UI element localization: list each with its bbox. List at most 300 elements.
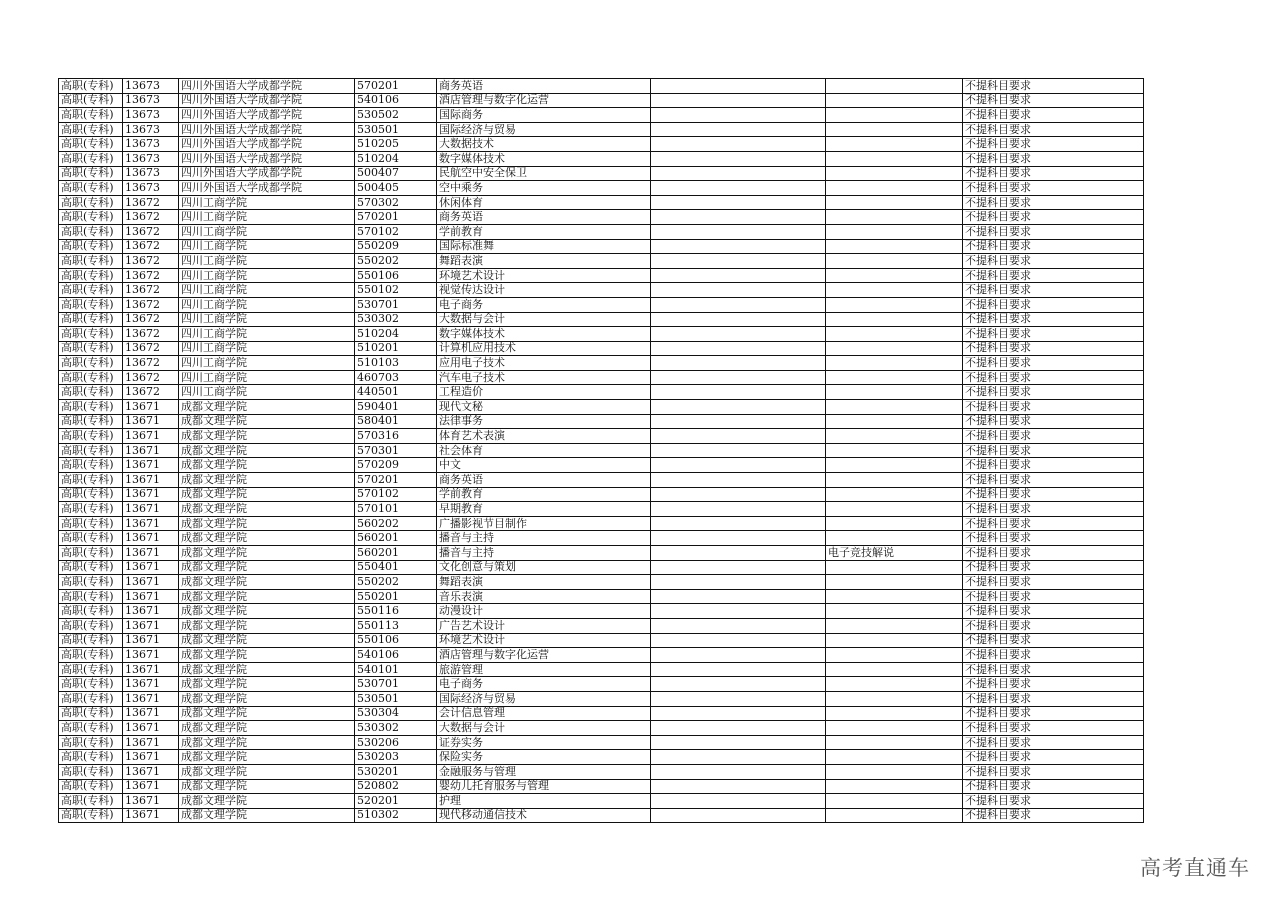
cell-major-code: 560201 (355, 546, 437, 561)
cell-school-name: 四川工商学院 (179, 254, 355, 269)
cell-subject-requirement: 不提科目要求 (963, 691, 1144, 706)
cell-major-code: 530501 (355, 691, 437, 706)
cell-major-name: 商务英语 (437, 473, 651, 488)
cell-school-name: 成都文理学院 (179, 721, 355, 736)
cell-subject-requirement: 不提科目要求 (963, 662, 1144, 677)
cell-major-name: 国际经济与贸易 (437, 691, 651, 706)
cell-remark (826, 341, 963, 356)
table-row (59, 108, 1144, 123)
cell-major-code: 570209 (355, 458, 437, 473)
cell-school-code: 13673 (123, 166, 179, 181)
cell-major-name: 民航空中安全保卫 (437, 166, 651, 181)
cell-school-code: 13671 (123, 443, 179, 458)
cell-level: 高职(专科) (59, 166, 123, 181)
cell-school-name: 成都文理学院 (179, 735, 355, 750)
cell-remark (826, 633, 963, 648)
cell-school-code: 13671 (123, 429, 179, 444)
cell-note (651, 327, 826, 342)
cell-major-name: 音乐表演 (437, 589, 651, 604)
cell-note (651, 691, 826, 706)
cell-level: 高职(专科) (59, 764, 123, 779)
cell-note (651, 443, 826, 458)
cell-major-code: 500405 (355, 181, 437, 196)
cell-major-name: 现代文秘 (437, 400, 651, 415)
cell-major-name: 动漫设计 (437, 604, 651, 619)
table-row (59, 502, 1144, 517)
table-row (59, 662, 1144, 677)
cell-level: 高职(专科) (59, 370, 123, 385)
cell-note (651, 618, 826, 633)
cell-note (651, 429, 826, 444)
cell-major-code: 540106 (355, 648, 437, 663)
cell-school-name: 成都文理学院 (179, 458, 355, 473)
cell-major-code: 530501 (355, 122, 437, 137)
cell-remark (826, 224, 963, 239)
cell-major-code: 550106 (355, 268, 437, 283)
cell-major-name: 大数据与会计 (437, 721, 651, 736)
cell-level: 高职(专科) (59, 779, 123, 794)
cell-subject-requirement: 不提科目要求 (963, 195, 1144, 210)
cell-subject-requirement: 不提科目要求 (963, 108, 1144, 123)
table-row (59, 648, 1144, 663)
cell-school-name: 四川工商学院 (179, 239, 355, 254)
cell-note (651, 779, 826, 794)
cell-school-name: 四川外国语大学成都学院 (179, 166, 355, 181)
cell-major-code: 530201 (355, 764, 437, 779)
cell-school-name: 成都文理学院 (179, 546, 355, 561)
cell-major-code: 550116 (355, 604, 437, 619)
cell-level: 高职(专科) (59, 341, 123, 356)
cell-school-name: 四川工商学院 (179, 224, 355, 239)
cell-school-code: 13671 (123, 706, 179, 721)
cell-level: 高职(专科) (59, 458, 123, 473)
cell-note (651, 487, 826, 502)
cell-note (651, 254, 826, 269)
cell-note (651, 210, 826, 225)
cell-major-code: 540106 (355, 93, 437, 108)
cell-remark (826, 735, 963, 750)
cell-remark (826, 195, 963, 210)
cell-level: 高职(专科) (59, 327, 123, 342)
table-row (59, 166, 1144, 181)
cell-major-name: 电子商务 (437, 297, 651, 312)
cell-school-code: 13671 (123, 618, 179, 633)
cell-note (651, 502, 826, 517)
cell-major-code: 570102 (355, 224, 437, 239)
cell-school-name: 成都文理学院 (179, 560, 355, 575)
cell-level: 高职(专科) (59, 79, 123, 94)
cell-major-name: 应用电子技术 (437, 356, 651, 371)
cell-major-name: 大数据与会计 (437, 312, 651, 327)
cell-subject-requirement: 不提科目要求 (963, 604, 1144, 619)
cell-school-code: 13673 (123, 79, 179, 94)
cell-major-code: 540101 (355, 662, 437, 677)
cell-remark (826, 268, 963, 283)
cell-major-code: 530206 (355, 735, 437, 750)
cell-major-name: 环境艺术设计 (437, 268, 651, 283)
cell-remark (826, 794, 963, 809)
cell-major-name: 证券实务 (437, 735, 651, 750)
table-row (59, 560, 1144, 575)
cell-school-code: 13671 (123, 487, 179, 502)
cell-major-name: 中文 (437, 458, 651, 473)
cell-school-code: 13672 (123, 385, 179, 400)
cell-remark (826, 93, 963, 108)
cell-level: 高职(专科) (59, 312, 123, 327)
cell-remark (826, 312, 963, 327)
cell-remark (826, 356, 963, 371)
cell-subject-requirement: 不提科目要求 (963, 575, 1144, 590)
cell-subject-requirement: 不提科目要求 (963, 370, 1144, 385)
table-row (59, 385, 1144, 400)
cell-school-code: 13672 (123, 327, 179, 342)
cell-remark (826, 575, 963, 590)
cell-remark (826, 808, 963, 823)
cell-school-name: 成都文理学院 (179, 604, 355, 619)
cell-major-code: 560202 (355, 516, 437, 531)
cell-major-code: 570201 (355, 473, 437, 488)
cell-level: 高职(专科) (59, 122, 123, 137)
cell-school-code: 13672 (123, 195, 179, 210)
cell-remark (826, 151, 963, 166)
cell-major-code: 570302 (355, 195, 437, 210)
cell-remark (826, 706, 963, 721)
table-row (59, 633, 1144, 648)
cell-major-name: 文化创意与策划 (437, 560, 651, 575)
cell-major-code: 530502 (355, 108, 437, 123)
cell-school-name: 四川外国语大学成都学院 (179, 151, 355, 166)
cell-note (651, 764, 826, 779)
cell-major-code: 510205 (355, 137, 437, 152)
table-row (59, 691, 1144, 706)
cell-major-code: 570301 (355, 443, 437, 458)
cell-subject-requirement: 不提科目要求 (963, 181, 1144, 196)
cell-major-name: 国际标准舞 (437, 239, 651, 254)
cell-school-code: 13673 (123, 108, 179, 123)
cell-level: 高职(专科) (59, 473, 123, 488)
cell-level: 高职(专科) (59, 297, 123, 312)
cell-remark (826, 414, 963, 429)
cell-subject-requirement: 不提科目要求 (963, 429, 1144, 444)
cell-note (651, 604, 826, 619)
cell-school-name: 四川工商学院 (179, 356, 355, 371)
cell-major-code: 550113 (355, 618, 437, 633)
cell-school-name: 成都文理学院 (179, 429, 355, 444)
cell-subject-requirement: 不提科目要求 (963, 151, 1144, 166)
cell-remark (826, 531, 963, 546)
cell-school-name: 四川工商学院 (179, 210, 355, 225)
cell-note (651, 181, 826, 196)
cell-school-code: 13671 (123, 560, 179, 575)
cell-subject-requirement: 不提科目要求 (963, 356, 1144, 371)
cell-major-code: 590401 (355, 400, 437, 415)
table-row (59, 370, 1144, 385)
table-row (59, 808, 1144, 823)
cell-school-code: 13672 (123, 312, 179, 327)
cell-subject-requirement: 不提科目要求 (963, 254, 1144, 269)
table-row (59, 618, 1144, 633)
cell-major-code: 500407 (355, 166, 437, 181)
table-row (59, 604, 1144, 619)
cell-level: 高职(专科) (59, 531, 123, 546)
cell-level: 高职(专科) (59, 721, 123, 736)
cell-subject-requirement: 不提科目要求 (963, 750, 1144, 765)
table-row (59, 487, 1144, 502)
cell-major-code: 530701 (355, 677, 437, 692)
cell-school-name: 成都文理学院 (179, 502, 355, 517)
cell-major-code: 570102 (355, 487, 437, 502)
cell-school-code: 13671 (123, 502, 179, 517)
cell-school-name: 成都文理学院 (179, 414, 355, 429)
cell-level: 高职(专科) (59, 400, 123, 415)
cell-major-name: 舞蹈表演 (437, 575, 651, 590)
cell-major-name: 播音与主持 (437, 546, 651, 561)
cell-school-code: 13671 (123, 750, 179, 765)
cell-note (651, 341, 826, 356)
cell-level: 高职(专科) (59, 210, 123, 225)
cell-level: 高职(专科) (59, 546, 123, 561)
cell-major-name: 广播影视节目制作 (437, 516, 651, 531)
cell-school-code: 13672 (123, 254, 179, 269)
cell-note (651, 735, 826, 750)
cell-remark (826, 589, 963, 604)
cell-school-code: 13671 (123, 735, 179, 750)
cell-remark (826, 560, 963, 575)
cell-school-name: 成都文理学院 (179, 779, 355, 794)
cell-school-code: 13672 (123, 297, 179, 312)
table-row (59, 458, 1144, 473)
cell-major-code: 570101 (355, 502, 437, 517)
table-row (59, 429, 1144, 444)
table-row (59, 443, 1144, 458)
cell-school-name: 成都文理学院 (179, 633, 355, 648)
cell-major-code: 560201 (355, 531, 437, 546)
cell-school-name: 四川外国语大学成都学院 (179, 79, 355, 94)
cell-school-name: 成都文理学院 (179, 648, 355, 663)
cell-remark (826, 181, 963, 196)
cell-subject-requirement: 不提科目要求 (963, 502, 1144, 517)
cell-major-code: 550401 (355, 560, 437, 575)
table-row (59, 254, 1144, 269)
cell-major-code: 550209 (355, 239, 437, 254)
cell-subject-requirement: 不提科目要求 (963, 297, 1144, 312)
cell-school-code: 13672 (123, 239, 179, 254)
cell-school-code: 13672 (123, 210, 179, 225)
cell-level: 高职(专科) (59, 794, 123, 809)
cell-school-name: 成都文理学院 (179, 764, 355, 779)
table-row (59, 195, 1144, 210)
cell-remark (826, 604, 963, 619)
cell-remark (826, 662, 963, 677)
table-row (59, 283, 1144, 298)
cell-school-name: 四川工商学院 (179, 385, 355, 400)
cell-major-name: 酒店管理与数字化运营 (437, 648, 651, 663)
cell-major-name: 商务英语 (437, 210, 651, 225)
cell-school-name: 成都文理学院 (179, 473, 355, 488)
cell-school-name: 四川工商学院 (179, 341, 355, 356)
cell-subject-requirement: 不提科目要求 (963, 648, 1144, 663)
cell-major-code: 550106 (355, 633, 437, 648)
cell-major-code: 510204 (355, 327, 437, 342)
cell-subject-requirement: 不提科目要求 (963, 283, 1144, 298)
cell-subject-requirement: 不提科目要求 (963, 487, 1144, 502)
cell-major-name: 数字媒体技术 (437, 151, 651, 166)
cell-school-code: 13671 (123, 779, 179, 794)
cell-major-name: 国际经济与贸易 (437, 122, 651, 137)
cell-remark (826, 750, 963, 765)
cell-major-name: 国际商务 (437, 108, 651, 123)
cell-note (651, 633, 826, 648)
cell-school-name: 四川外国语大学成都学院 (179, 122, 355, 137)
cell-level: 高职(专科) (59, 575, 123, 590)
cell-school-code: 13671 (123, 677, 179, 692)
cell-note (651, 589, 826, 604)
cell-school-code: 13671 (123, 633, 179, 648)
table-row (59, 531, 1144, 546)
cell-level: 高职(专科) (59, 502, 123, 517)
cell-subject-requirement: 不提科目要求 (963, 560, 1144, 575)
cell-remark (826, 721, 963, 736)
cell-school-name: 四川工商学院 (179, 195, 355, 210)
cell-level: 高职(专科) (59, 560, 123, 575)
cell-note (651, 195, 826, 210)
table-row (59, 239, 1144, 254)
cell-school-name: 成都文理学院 (179, 575, 355, 590)
table-row (59, 93, 1144, 108)
cell-remark (826, 79, 963, 94)
cell-major-name: 大数据技术 (437, 137, 651, 152)
cell-major-name: 舞蹈表演 (437, 254, 651, 269)
cell-note (651, 268, 826, 283)
cell-note (651, 151, 826, 166)
cell-major-name: 现代移动通信技术 (437, 808, 651, 823)
cell-major-name: 早期教育 (437, 502, 651, 517)
cell-major-name: 保险实务 (437, 750, 651, 765)
cell-subject-requirement: 不提科目要求 (963, 706, 1144, 721)
cell-remark (826, 166, 963, 181)
cell-major-name: 工程造价 (437, 385, 651, 400)
cell-major-code: 530302 (355, 721, 437, 736)
cell-subject-requirement: 不提科目要求 (963, 443, 1144, 458)
cell-major-code: 550202 (355, 254, 437, 269)
cell-note (651, 648, 826, 663)
cell-note (651, 677, 826, 692)
cell-major-name: 体育艺术表演 (437, 429, 651, 444)
cell-subject-requirement: 不提科目要求 (963, 210, 1144, 225)
cell-level: 高职(专科) (59, 181, 123, 196)
table-row (59, 706, 1144, 721)
cell-remark (826, 779, 963, 794)
cell-major-name: 学前教育 (437, 224, 651, 239)
cell-major-code: 570201 (355, 79, 437, 94)
table-row (59, 79, 1144, 94)
cell-major-name: 休闲体育 (437, 195, 651, 210)
cell-major-name: 空中乘务 (437, 181, 651, 196)
cell-note (651, 516, 826, 531)
cell-level: 高职(专科) (59, 283, 123, 298)
cell-major-code: 520201 (355, 794, 437, 809)
cell-level: 高职(专科) (59, 735, 123, 750)
cell-level: 高职(专科) (59, 662, 123, 677)
table-row (59, 721, 1144, 736)
cell-school-code: 13673 (123, 151, 179, 166)
cell-major-code: 440501 (355, 385, 437, 400)
cell-remark (826, 502, 963, 517)
cell-level: 高职(专科) (59, 604, 123, 619)
cell-school-code: 13671 (123, 589, 179, 604)
cell-school-name: 成都文理学院 (179, 691, 355, 706)
table-row (59, 516, 1144, 531)
cell-school-name: 成都文理学院 (179, 443, 355, 458)
cell-subject-requirement: 不提科目要求 (963, 341, 1144, 356)
cell-remark (826, 516, 963, 531)
cell-level: 高职(专科) (59, 648, 123, 663)
cell-remark: 电子竞技解说 (826, 546, 963, 561)
cell-note (651, 546, 826, 561)
cell-major-code: 510204 (355, 151, 437, 166)
table-row (59, 224, 1144, 239)
cell-major-code: 510103 (355, 356, 437, 371)
cell-remark (826, 137, 963, 152)
cell-school-code: 13671 (123, 546, 179, 561)
cell-note (651, 108, 826, 123)
cell-major-code: 550102 (355, 283, 437, 298)
cell-note (651, 794, 826, 809)
cell-note (651, 400, 826, 415)
cell-level: 高职(专科) (59, 808, 123, 823)
cell-remark (826, 327, 963, 342)
cell-note (651, 458, 826, 473)
cell-level: 高职(专科) (59, 633, 123, 648)
cell-note (651, 575, 826, 590)
cell-major-name: 计算机应用技术 (437, 341, 651, 356)
cell-subject-requirement: 不提科目要求 (963, 400, 1144, 415)
table-row (59, 122, 1144, 137)
cell-major-name: 广告艺术设计 (437, 618, 651, 633)
cell-note (651, 721, 826, 736)
cell-note (651, 137, 826, 152)
cell-major-code: 460703 (355, 370, 437, 385)
cell-subject-requirement: 不提科目要求 (963, 677, 1144, 692)
cell-level: 高职(专科) (59, 443, 123, 458)
cell-note (651, 531, 826, 546)
cell-level: 高职(专科) (59, 93, 123, 108)
cell-school-code: 13672 (123, 341, 179, 356)
cell-subject-requirement: 不提科目要求 (963, 473, 1144, 488)
cell-major-name: 播音与主持 (437, 531, 651, 546)
cell-note (651, 122, 826, 137)
cell-subject-requirement: 不提科目要求 (963, 516, 1144, 531)
cell-major-name: 电子商务 (437, 677, 651, 692)
cell-school-code: 13671 (123, 794, 179, 809)
cell-subject-requirement: 不提科目要求 (963, 808, 1144, 823)
cell-major-name: 汽车电子技术 (437, 370, 651, 385)
table-row (59, 546, 1144, 561)
cell-school-code: 13673 (123, 137, 179, 152)
cell-major-name: 酒店管理与数字化运营 (437, 93, 651, 108)
cell-school-code: 13672 (123, 268, 179, 283)
cell-note (651, 706, 826, 721)
cell-level: 高职(专科) (59, 618, 123, 633)
cell-subject-requirement: 不提科目要求 (963, 458, 1144, 473)
table-row (59, 341, 1144, 356)
admission-table (58, 78, 1144, 823)
cell-level: 高职(专科) (59, 356, 123, 371)
cell-note (651, 356, 826, 371)
cell-level: 高职(专科) (59, 516, 123, 531)
cell-subject-requirement: 不提科目要求 (963, 385, 1144, 400)
cell-school-name: 四川工商学院 (179, 268, 355, 283)
